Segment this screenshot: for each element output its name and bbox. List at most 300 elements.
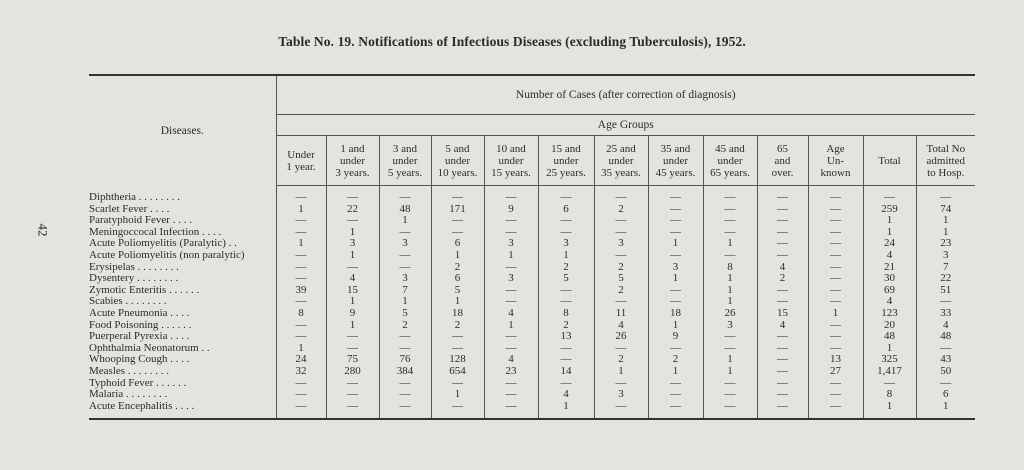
case-count-cell: 32 [276, 366, 326, 378]
case-count-cell: 4 [863, 250, 916, 262]
spacer-cell [703, 412, 757, 419]
bottom-rule-cell [89, 419, 975, 420]
case-count-cell: 4 [757, 262, 808, 274]
case-count-cell: 50 [940, 364, 952, 377]
case-count-cell: — [594, 192, 648, 204]
case-count-cell: — [703, 227, 757, 239]
column-header-line: Age [826, 142, 845, 155]
case-count-cell: 1 [594, 366, 648, 378]
case-count-cell: — [648, 204, 703, 216]
case-count-cell: — [484, 389, 538, 401]
case-count-cell: 9 [326, 308, 379, 320]
case-count-cell: — [538, 343, 594, 355]
case-count-cell: — [757, 296, 808, 308]
case-count-cell: 6 [431, 273, 484, 285]
disease-name: Scabies . . . . . . . . [89, 296, 276, 308]
case-count-cell: — [538, 378, 594, 390]
case-count-cell: 1 [379, 296, 431, 308]
disease-name: Acute Encephalitis . . . . [89, 401, 276, 413]
case-count-cell: 14 [538, 366, 594, 378]
column-header-line: 1 year. [286, 160, 316, 173]
table-row [89, 343, 975, 355]
case-count-cell: 1 [538, 250, 594, 262]
column-header-line: 5 years. [387, 166, 423, 179]
case-count-cell: 1 [863, 215, 916, 227]
table-row [89, 215, 975, 227]
case-count-cell: — [276, 320, 326, 332]
case-count-cell: — [379, 250, 431, 262]
case-count-cell: 2 [594, 285, 648, 297]
case-count-cell: 5 [379, 308, 431, 320]
column-header [484, 136, 538, 186]
case-count-cell: 128 [431, 354, 484, 366]
case-count-cell: 23 [484, 366, 538, 378]
table-row [89, 285, 975, 297]
case-count-cell: 1 [943, 225, 949, 238]
case-count-cell: — [808, 262, 863, 274]
case-count-cell: 3 [648, 262, 703, 274]
case-count-cell: 1 [326, 296, 379, 308]
case-count-cell: 3 [703, 320, 757, 332]
case-count-cell: — [431, 378, 484, 390]
case-count-cell: — [648, 389, 703, 401]
case-count-cell: 171 [431, 204, 484, 216]
case-count-cell: — [594, 296, 648, 308]
table-body [89, 186, 975, 421]
age-groups-header: Age Groups [276, 115, 975, 136]
case-count-cell: — [648, 285, 703, 297]
case-count-cell: — [940, 341, 952, 354]
case-count-cell: — [648, 215, 703, 227]
case-count-cell: — [538, 215, 594, 227]
case-count-cell: — [757, 204, 808, 216]
bottom-rule [89, 419, 975, 420]
case-count-cell: 1,417 [863, 366, 916, 378]
spacer-cell [538, 412, 594, 419]
case-count-cell: — [757, 354, 808, 366]
case-count-cell: 24 [863, 238, 916, 250]
case-count-cell: — [863, 378, 916, 390]
case-count-cell: — [326, 378, 379, 390]
column-header-line: under [717, 154, 743, 167]
case-count-cell: 2 [379, 320, 431, 332]
case-count-cell: 1 [276, 204, 326, 216]
case-count-cell: — [648, 250, 703, 262]
case-count-cell: 23 [940, 237, 952, 250]
case-count-cell: — [703, 192, 757, 204]
column-header-line: Total [878, 154, 901, 167]
disease-name: Malaria . . . . . . . . [89, 389, 276, 401]
case-count-cell: 3 [379, 238, 431, 250]
diseases-header: Diseases. [89, 75, 276, 186]
case-count-cell: — [808, 343, 863, 355]
disease-name: Paratyphoid Fever . . . . [89, 215, 276, 227]
table-row [89, 401, 975, 413]
case-count-cell: — [484, 262, 538, 274]
case-count-cell: 11 [594, 308, 648, 320]
column-header-line: 35 and [660, 142, 691, 155]
case-count-cell: — [703, 250, 757, 262]
case-count-cell: — [703, 378, 757, 390]
column-header [757, 136, 808, 186]
case-count-cell: 39 [276, 285, 326, 297]
case-count-cell: 4 [594, 320, 648, 332]
case-count-cell: 48 [379, 204, 431, 216]
table-row [89, 204, 975, 216]
case-count-cell: — [808, 238, 863, 250]
disease-name: Erysipelas . . . . . . . . [89, 262, 276, 274]
case-count-cell: 1 [943, 399, 949, 412]
case-count-cell: 1 [431, 250, 484, 262]
case-count-cell: 74 [940, 202, 952, 215]
case-count-cell: — [648, 192, 703, 204]
case-count-cell: — [648, 296, 703, 308]
case-count-cell: 384 [379, 366, 431, 378]
case-count-cell: 123 [863, 308, 916, 320]
case-count-cell: — [379, 227, 431, 239]
case-count-cell: 8 [276, 308, 326, 320]
case-count-cell: — [757, 331, 808, 343]
case-count-cell: — [379, 343, 431, 355]
case-count-cell: — [703, 204, 757, 216]
column-header [594, 136, 648, 186]
case-count-cell: — [276, 296, 326, 308]
case-count-cell: 2 [594, 354, 648, 366]
disease-name: Zymotic Enteritis . . . . . . [89, 285, 276, 297]
spacer-cell [276, 412, 326, 419]
column-header-line: 5 and [445, 142, 470, 155]
case-count-cell: — [538, 192, 594, 204]
column-header-line: under [608, 154, 634, 167]
case-count-cell: — [431, 331, 484, 343]
case-count-cell: — [379, 262, 431, 274]
case-count-cell: 8 [538, 308, 594, 320]
case-count-cell: — [326, 192, 379, 204]
spacer-cell [431, 412, 484, 419]
column-header-line: 45 years. [655, 166, 696, 179]
case-count-cell: 654 [431, 366, 484, 378]
case-count-cell: — [808, 331, 863, 343]
column-header-line: 3 and [392, 142, 418, 155]
case-count-cell: — [326, 401, 379, 413]
case-count-cell: 1 [703, 238, 757, 250]
case-count-cell: 43 [940, 353, 952, 366]
case-count-cell: — [703, 343, 757, 355]
table-row [89, 296, 975, 308]
column-header [648, 136, 703, 186]
column-header-line: 35 years. [601, 166, 641, 179]
spacer-cell [594, 412, 648, 419]
case-count-cell: — [594, 215, 648, 227]
case-count-cell: 4 [943, 318, 949, 331]
case-count-cell: 280 [326, 366, 379, 378]
case-count-cell: — [484, 343, 538, 355]
case-count-cell: 1 [863, 343, 916, 355]
spacer-cell [863, 412, 916, 419]
case-count-cell: 5 [594, 273, 648, 285]
case-count-cell: — [757, 343, 808, 355]
case-count-cell: — [379, 331, 431, 343]
column-header-line: under [553, 154, 579, 167]
case-count-cell: 27 [808, 366, 863, 378]
case-count-cell: — [484, 285, 538, 297]
disease-name: Meningoccocal Infection . . . . [89, 227, 276, 239]
case-count-cell: — [808, 320, 863, 332]
case-count-cell: 75 [326, 354, 379, 366]
case-count-cell: 26 [703, 308, 757, 320]
case-count-cell: 1 [538, 401, 594, 413]
case-count-cell: — [594, 250, 648, 262]
case-count-cell: 3 [484, 273, 538, 285]
disease-name: Food Poisoning . . . . . . [89, 320, 276, 332]
case-count-cell: 1 [431, 389, 484, 401]
column-header-line: known [820, 166, 851, 179]
spacer-cell [484, 412, 538, 419]
case-count-cell: — [379, 389, 431, 401]
page-number: 42 [35, 223, 51, 237]
case-count-cell: 1 [648, 238, 703, 250]
disease-name: Acute Pneumonia . . . . [89, 308, 276, 320]
disease-name: Acute Poliomyelitis (non paralytic) [89, 250, 276, 262]
case-count-cell: — [703, 215, 757, 227]
case-count-cell: — [757, 215, 808, 227]
case-count-cell: — [808, 285, 863, 297]
case-count-cell: 1 [431, 296, 484, 308]
case-count-cell: — [276, 389, 326, 401]
case-count-cell: 6 [538, 204, 594, 216]
case-count-cell: 51 [940, 283, 952, 296]
table-row [89, 227, 975, 239]
case-count-cell: — [276, 250, 326, 262]
column-header-line: 25 and [606, 142, 636, 155]
column-header-line: Un- [826, 154, 845, 167]
case-count-cell: — [379, 401, 431, 413]
case-count-cell: 48 [863, 331, 916, 343]
table-row [89, 320, 975, 332]
case-count-cell: 325 [863, 354, 916, 366]
column-header [916, 136, 975, 186]
spacer-row [89, 412, 975, 419]
case-count-cell: — [276, 215, 326, 227]
table-row [89, 250, 975, 262]
case-count-cell: 1 [648, 320, 703, 332]
case-count-cell: — [808, 378, 863, 390]
table-row [89, 331, 975, 343]
column-header-line: admitted [926, 154, 965, 167]
case-count-cell: 259 [863, 204, 916, 216]
case-count-cell: 1 [703, 285, 757, 297]
case-count-cell: 1 [484, 250, 538, 262]
table-row [89, 366, 975, 378]
case-count-cell: 18 [431, 308, 484, 320]
case-count-cell: 7 [379, 285, 431, 297]
column-header-line: 65 [777, 142, 788, 155]
case-count-cell: 3 [943, 248, 949, 261]
case-count-cell: 4 [538, 389, 594, 401]
disease-name: Diphtheria . . . . . . . . [89, 192, 276, 204]
case-count-cell: — [757, 250, 808, 262]
notifications-table-container [89, 74, 975, 420]
case-count-cell: — [808, 215, 863, 227]
case-count-cell: 1 [703, 366, 757, 378]
case-count-cell: — [326, 262, 379, 274]
case-count-cell: — [703, 401, 757, 413]
case-count-cell: 1 [326, 227, 379, 239]
case-count-cell: — [703, 331, 757, 343]
table-row [89, 354, 975, 366]
case-count-cell: — [276, 378, 326, 390]
case-count-cell: 4 [863, 296, 916, 308]
case-count-cell: — [326, 343, 379, 355]
case-count-cell: 1 [943, 214, 949, 227]
case-count-cell: 1 [648, 273, 703, 285]
case-count-cell: — [538, 285, 594, 297]
table-header [89, 75, 975, 186]
case-count-cell: 1 [648, 366, 703, 378]
case-count-cell: 1 [703, 354, 757, 366]
case-count-cell: — [808, 389, 863, 401]
case-count-cell: — [757, 401, 808, 413]
case-count-cell: 26 [594, 331, 648, 343]
case-count-cell: 2 [538, 262, 594, 274]
disease-name: Dysentery . . . . . . . . [89, 273, 276, 285]
case-count-cell: — [431, 192, 484, 204]
spacer-cell [326, 412, 379, 419]
case-count-cell: 1 [276, 343, 326, 355]
case-count-cell: 1 [484, 320, 538, 332]
disease-name: Scarlet Fever . . . . [89, 204, 276, 216]
table-title: Table No. 19. Notifications of Infectious Diseases (excluding Tuberculosis), 1952. [278, 34, 746, 49]
case-count-cell: — [538, 227, 594, 239]
case-count-cell: — [757, 389, 808, 401]
case-count-cell: 15 [757, 308, 808, 320]
case-count-cell: — [484, 296, 538, 308]
case-count-cell: 5 [538, 273, 594, 285]
case-count-cell: 20 [863, 320, 916, 332]
case-count-cell: — [808, 204, 863, 216]
case-count-cell: 13 [538, 331, 594, 343]
column-header-line: 1 and [340, 142, 365, 155]
table-row [89, 238, 975, 250]
case-count-cell: — [326, 215, 379, 227]
disease-name: Ophthalmia Neonatorum . . [89, 343, 276, 355]
case-count-cell: — [484, 378, 538, 390]
case-count-cell: — [757, 378, 808, 390]
case-count-cell: 9 [484, 204, 538, 216]
case-count-cell: 6 [431, 238, 484, 250]
case-count-cell: 3 [484, 238, 538, 250]
case-count-cell: 4 [757, 320, 808, 332]
number-of-cases-header: Number of Cases (after correction of diagnosis) [276, 75, 975, 115]
case-count-cell: 2 [594, 204, 648, 216]
case-count-cell: 1 [276, 238, 326, 250]
spacer-cell [648, 412, 703, 419]
spacer-cell [757, 412, 808, 419]
case-count-cell: 18 [648, 308, 703, 320]
case-count-cell: — [326, 389, 379, 401]
case-count-cell: — [484, 215, 538, 227]
column-header-line: 10 years. [437, 166, 478, 179]
spacer-cell [808, 412, 863, 419]
column-header-line: Under [287, 148, 315, 161]
case-count-cell: — [326, 331, 379, 343]
column-header-line: under [392, 154, 418, 167]
case-count-cell: — [538, 296, 594, 308]
case-count-cell: — [757, 192, 808, 204]
case-count-cell: — [276, 262, 326, 274]
column-header-line: over. [771, 166, 794, 179]
case-count-cell: 3 [594, 238, 648, 250]
column-header-line: under [339, 154, 366, 167]
case-count-cell: — [940, 295, 952, 308]
column-header [431, 136, 484, 186]
case-count-cell: 1 [379, 215, 431, 227]
case-count-cell: — [276, 331, 326, 343]
case-count-cell: 22 [326, 204, 379, 216]
spacer-cell [916, 412, 975, 419]
case-count-cell: 1 [703, 296, 757, 308]
column-header-line: 15 and [551, 142, 581, 155]
case-count-cell: — [648, 343, 703, 355]
case-count-cell: — [484, 227, 538, 239]
spacer-cell [89, 412, 276, 419]
case-count-cell: — [594, 378, 648, 390]
table-row [89, 192, 975, 204]
case-count-cell: — [431, 343, 484, 355]
case-count-cell: — [940, 376, 952, 389]
case-count-cell: 2 [431, 262, 484, 274]
disease-name: Measles . . . . . . . . [89, 366, 276, 378]
case-count-cell: — [594, 343, 648, 355]
case-count-cell: 13 [808, 354, 863, 366]
case-count-cell: — [594, 227, 648, 239]
case-count-cell: — [808, 273, 863, 285]
column-header [703, 136, 757, 186]
case-count-cell: 15 [326, 285, 379, 297]
case-count-cell: 2 [648, 354, 703, 366]
table-row [89, 308, 975, 320]
disease-name: Whooping Cough . . . . [89, 354, 276, 366]
column-header-line: and [774, 154, 791, 167]
column-header [808, 136, 863, 186]
column-header [379, 136, 431, 186]
table-row [89, 262, 975, 274]
case-count-cell: — [379, 378, 431, 390]
column-header-line: 25 years. [546, 166, 586, 179]
disease-name: Typhoid Fever . . . . . . [89, 378, 276, 390]
case-count-cell: — [379, 192, 431, 204]
case-count-cell: 9 [648, 331, 703, 343]
case-count-cell: — [648, 378, 703, 390]
case-count-cell: 24 [276, 354, 326, 366]
case-count-cell: 69 [863, 285, 916, 297]
case-count-cell: — [276, 227, 326, 239]
case-count-cell: — [757, 227, 808, 239]
case-count-cell: 2 [594, 262, 648, 274]
case-count-cell: 3 [326, 238, 379, 250]
case-count-cell: — [808, 296, 863, 308]
case-count-cell: 6 [943, 388, 949, 401]
case-count-cell: — [757, 285, 808, 297]
case-count-cell: 3 [594, 389, 648, 401]
table-row [89, 273, 975, 285]
case-count-cell: 3 [538, 238, 594, 250]
case-count-cell: — [276, 401, 326, 413]
column-header-line: 65 years. [710, 166, 750, 179]
case-count-cell: — [484, 401, 538, 413]
case-count-cell: — [940, 191, 952, 203]
case-count-cell: 21 [863, 262, 916, 274]
